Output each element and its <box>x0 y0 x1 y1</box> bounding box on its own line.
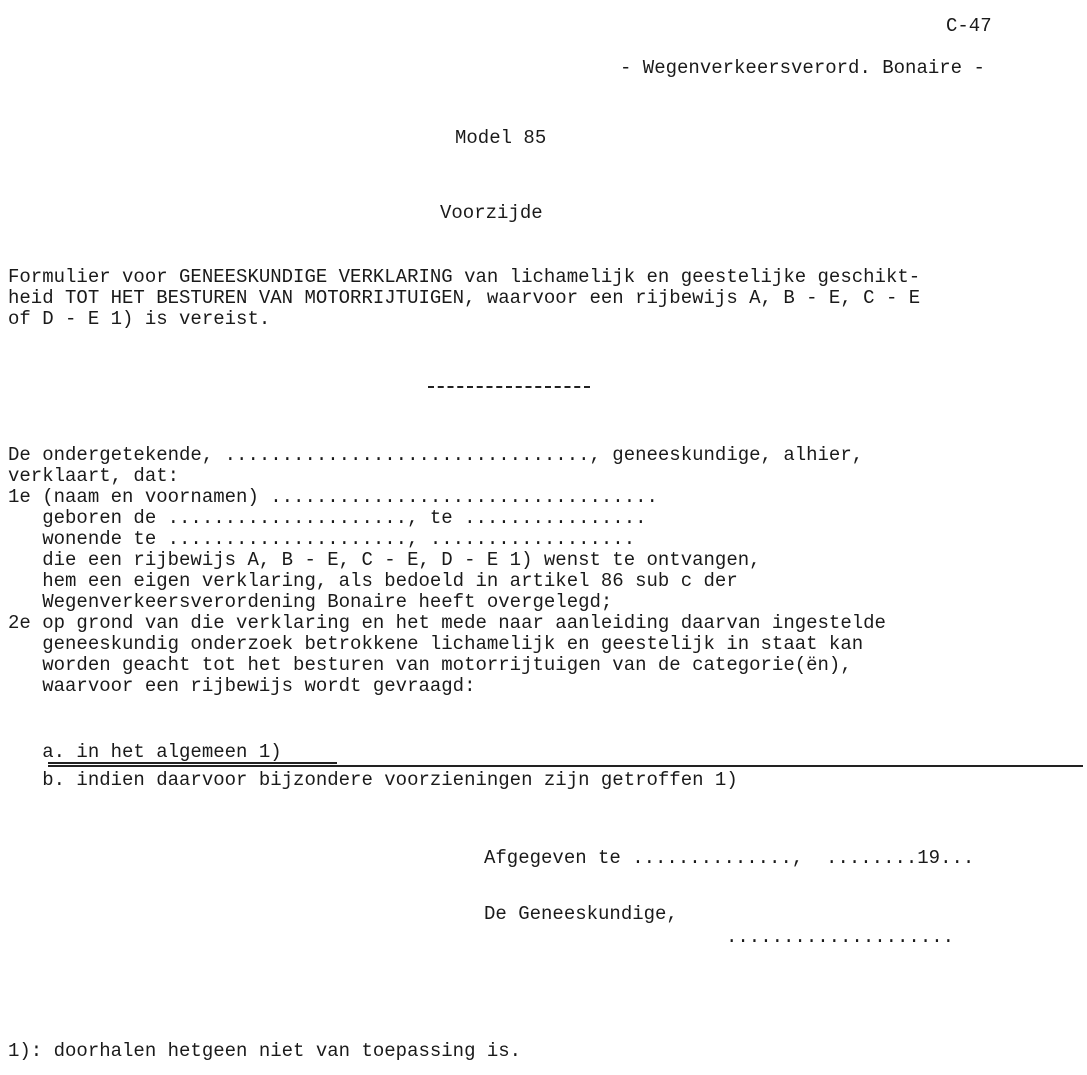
option-a-underline <box>48 762 337 764</box>
signature-dots: .................... <box>726 926 955 948</box>
intro-line: Formulier voor GENEESKUNDIGE VERKLARING van lichamelijk en geestelijke geschikt- <box>8 266 921 288</box>
option-b: b. indien daarvoor bijzondere voorzieningen zijn getroffen 1) <box>8 769 738 791</box>
body-line: wonende te ....................., .................. <box>8 528 636 550</box>
body-line: worden geacht tot het besturen van motorrijtuigen van de categorie(ën), <box>8 654 852 676</box>
doctor-label: De Geneeskundige, <box>484 903 678 925</box>
side-label: Voorzijde <box>440 202 543 224</box>
body-line: Wegenverkeersverordening Bonaire heeft overgelegd; <box>8 591 613 613</box>
issued-line: Afgegeven te .............., ........19... <box>484 847 975 869</box>
section-divider <box>428 386 590 388</box>
intro-line: heid TOT HET BESTUREN VAN MOTORRIJTUIGEN, waarvoor een rijbewijs A, B - E, C - E <box>8 287 921 309</box>
body-line: die een rijbewijs A, B - E, C - E, D - E 1) wenst te ontvangen, <box>8 549 761 571</box>
strike-rule <box>48 765 1083 767</box>
body-line: waarvoor een rijbewijs wordt gevraagd: <box>8 675 476 697</box>
footnote: 1): doorhalen hetgeen niet van toepassing is. <box>8 1040 522 1062</box>
intro-line: of D - E 1) is vereist. <box>8 308 271 330</box>
page-code: C-47 <box>946 15 992 37</box>
body-line: geneeskundig onderzoek betrokkene lichamelijk en geestelijk in staat kan <box>8 633 864 655</box>
body-line: 2e op grond van die verklaring en het mede naar aanleiding daarvan ingestelde <box>8 612 886 634</box>
model-number: Model 85 <box>455 127 547 149</box>
body-line: geboren de ....................., te ................ <box>8 507 647 529</box>
body-line: 1e (naam en voornamen) .................................. <box>8 486 658 508</box>
regulation-title: - Wegenverkeersverord. Bonaire - <box>620 57 985 79</box>
body-line: hem een eigen verklaring, als bedoeld in artikel 86 sub c der <box>8 570 738 592</box>
body-line: De ondergetekende, ................................, geneeskundige, alhier, <box>8 444 864 466</box>
option-a: a. in het algemeen 1) <box>8 741 282 763</box>
body-line: verklaart, dat: <box>8 465 180 487</box>
